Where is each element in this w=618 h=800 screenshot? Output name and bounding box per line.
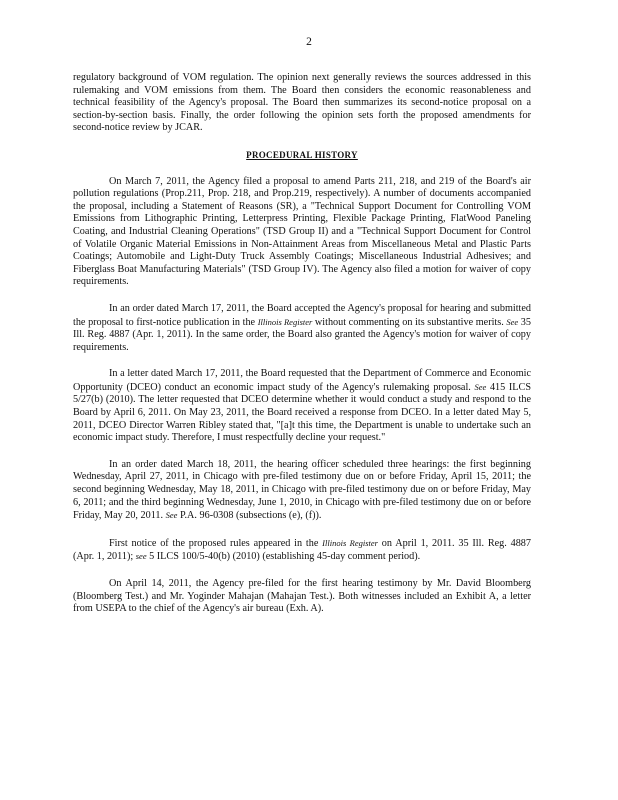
text-run: P.A. 96-0308 (subsections (e), (f)).	[177, 510, 322, 522]
paragraph-dceo-letter	[73, 368, 531, 445]
citation-italic: See	[165, 510, 178, 521]
paragraph-register-notice	[73, 537, 531, 564]
text-run: In an order dated March 18, 2011, the hearing officer scheduled three hearings: the first beginning Wednesday, April 27, 2011, in Chicago with pre-filed testimony due on or before Friday, April 15, 2011; the second beginning Wednesday, May 18, 2011, in Chicago with pre-filed testimony due on or before Friday, May 6, 2011; and the third beginning Wednesday, June 1, 2010, in Chicago with pre-filed testimony due on or before Friday, May 20, 2011.	[73, 458, 531, 522]
citation-italic: see	[135, 551, 147, 562]
page-number: 2	[306, 36, 312, 48]
text-run: In a letter dated March 17, 2011, the Board requested that the Department of Commerce and Economic Opportunity (DCEO) conduct an economic impact study of the Agency's rulemaking proposal.	[73, 368, 531, 393]
text-run: First notice of the proposed rules appeared in the	[109, 537, 323, 549]
text-run: on April 1, 2011. 35 Ill. Reg. 4887 (Apr. 1, 2011);	[73, 537, 531, 563]
text-run: 35 Ill. Reg. 4887 (Apr. 1, 2011). In the same order, the Board also granted the Agency's motion for waiver of copy requirements.	[73, 316, 531, 353]
citation-italic: Illinois Register	[322, 537, 378, 548]
citation-italic: Illinois Register	[257, 316, 313, 327]
text-run: 415 ILCS 5/27(b) (2010). The letter requested that DCEO determine whether it would conduct a study and respond to the Board by April 6, 2011. On May 23, 2011, the Board received a response from DCEO. In a letter dated May 5, 2011, DCEO Director Warren Ribley stated that, "[a]t this time, the Department is unable to undertake such an economic impact study. Therefore, I must respectfully decline your request."	[73, 381, 531, 444]
paragraph-filing: On March 7, 2011, the Agency filed a proposal to amend Parts 211, 218, and 219 of the Board's air pollution regulations (Prop.211, Prop. 218, and Prop.219, respectively). A number of documents accompanied the proposal, including a Statement of Reasons (SR), a "Technical Support Document for Controlling VOM Emissions from Lithographic Printing, Letterpress Printing, Flexible Package Printing, FlatWood Paneling Coating, and Industrial Cleaning Operations" (TSD Group II) and a "Technical Support Document for Control of Volatile Organic Material Emissions in Non-Attainment Areas from Miscellaneous Metal and Plastic Parts Coatings; Automobile and Light-Duty Truck Assembly Coatings; Miscellaneous Industrial Adhesives; and Fiberglass Boat Manufacturing Materials" (TSD Group IV). The Agency also filed a motion for waiver of copy requirements.	[73, 175, 531, 288]
paragraph-prefiled-testimony: On April 14, 2011, the Agency pre-filed for the first hearing testimony by Mr. David Bloomberg (Bloomberg Test.) and Mr. Yoginder Mahajan (Mahajan Test.). Both witnesses included an Exhibit A, a letter from USEPA to the chief of the Agency's air bureau (Exh. A).	[73, 578, 531, 615]
document-body	[73, 72, 531, 630]
text-run: without commenting on its substantive merits.	[312, 316, 507, 328]
citation-italic: See	[506, 316, 519, 327]
text-run: 5 ILCS 100/5-40(b) (2010) (establishing 45-day comment period).	[146, 551, 421, 563]
paragraph-hearing-schedule	[73, 459, 531, 523]
intro-paragraph: regulatory background of VOM regulation. The opinion next generally reviews the sources addressed in this rulemaking and VOM emissions from them. The Board then considers the economic reasonableness and technical feasibility of the Agency's proposal. The Board then summarizes its second-notice proposal on a section-by-section basis. Finally, the order following the opinion sets forth the proposed amendments for second-notice review by JCAR.	[73, 72, 531, 134]
text-run: In an order dated March 17, 2011, the Board accepted the Agency's proposal for hearing and submitted the proposal to first-notice publication in the	[73, 302, 531, 328]
section-heading: PROCEDURAL HISTORY	[246, 149, 358, 160]
citation-italic: See	[474, 381, 487, 392]
paragraph-first-notice-order	[73, 303, 531, 354]
